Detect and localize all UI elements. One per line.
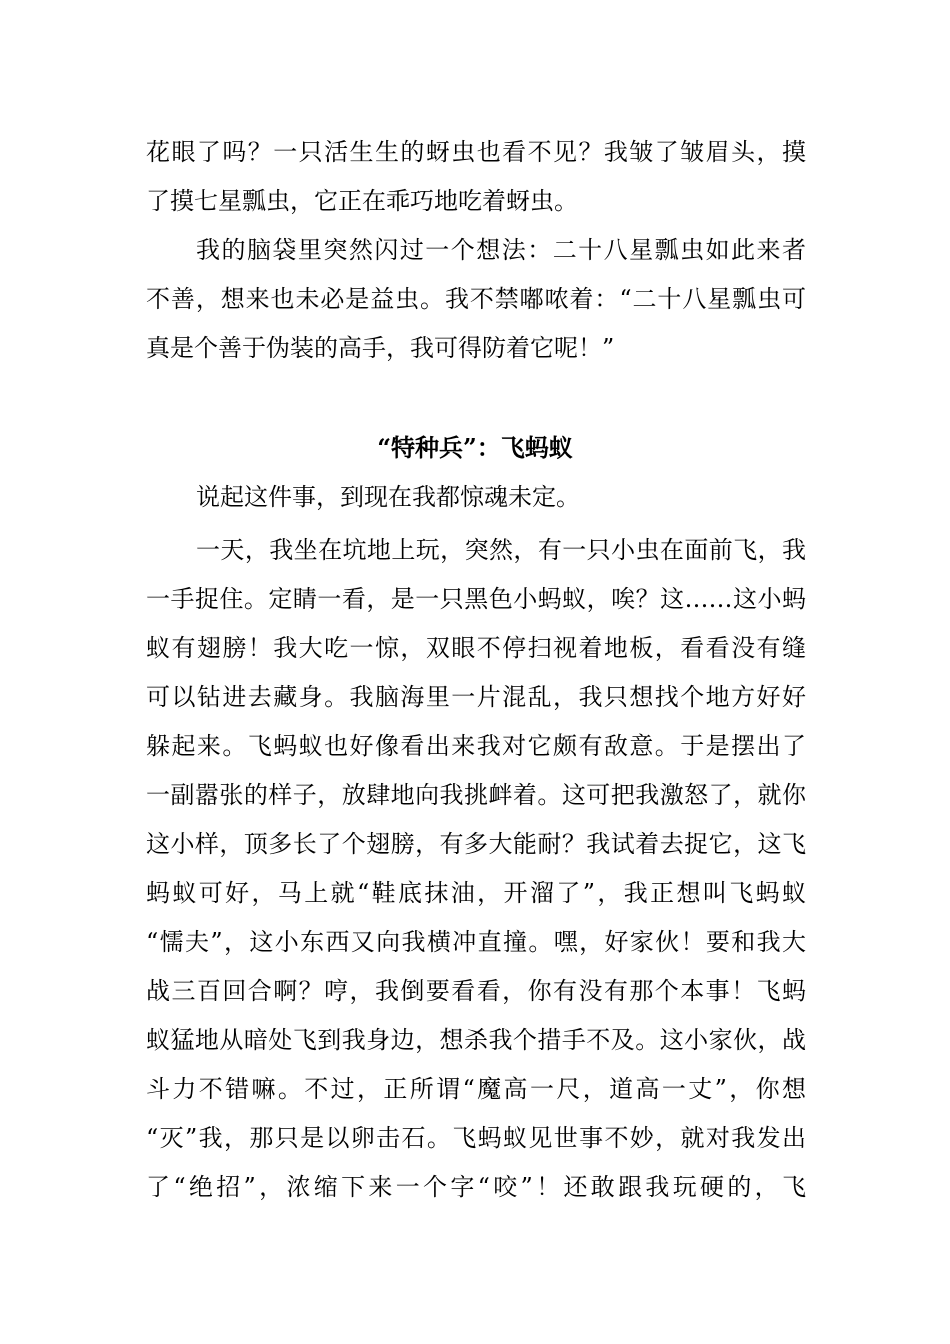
paragraph-line: 了摸七星瓢虫，它正在乖巧地吃着蚜虫。 (146, 187, 578, 215)
section-heading: “特种兵”：飞蚂蚁 (377, 433, 573, 462)
paragraph-line: 一副嚣张的样子，放肆地向我挑衅着。这可把我激怒了，就你 (146, 781, 806, 809)
paragraph-line: “懦夫”，这小东西又向我横冲直撞。嘿，好家伙！要和我大 (146, 928, 806, 956)
paragraph-line: 一天，我坐在坑地上玩，突然，有一只小虫在面前飞，我 (196, 536, 806, 564)
paragraph-line: 战三百回合啊？哼，我倒要看看，你有没有那个本事！飞蚂 (146, 977, 806, 1005)
paragraph-line: 可以钻进去藏身。我脑海里一片混乱，我只想找个地方好好 (146, 683, 806, 711)
paragraph-line: “灭”我，那只是以卵击石。飞蚂蚁见世事不妙，就对我发出 (146, 1124, 806, 1152)
paragraph-line: 说起这件事，到现在我都惊魂未定。 (196, 483, 580, 511)
paragraph-line: 真是个善于伪装的高手，我可得防着它呢！” (146, 334, 615, 362)
paragraph-line: 一手捉住。定睛一看，是一只黑色小蚂蚁，唉？这……这小蚂 (146, 585, 806, 613)
paragraph-line: 了“绝招”，浓缩下来一个字“咬”！还敢跟我玩硬的，飞 (146, 1173, 806, 1201)
paragraph-line: 不善，想来也未必是益虫。我不禁嘟哝着：“二十八星瓢虫可 (146, 285, 806, 313)
paragraph-line: 蚁有翅膀！我大吃一惊，双眼不停扫视着地板，看看没有缝 (146, 634, 806, 662)
paragraph-line: 这小样，顶多长了个翅膀，有多大能耐？我试着去捉它，这飞 (146, 830, 806, 858)
paragraph-line: 蚂蚁可好，马上就“鞋底抹油，开溜了”，我正想叫飞蚂蚁 (146, 879, 806, 907)
paragraph-line: 花眼了吗？一只活生生的蚜虫也看不见？我皱了皱眉头，摸 (146, 138, 806, 166)
paragraph-line: 斗力不错嘛。不过，正所谓“魔高一尺，道高一丈”，你想 (146, 1075, 806, 1103)
paragraph-line: 我的脑袋里突然闪过一个想法：二十八星瓢虫如此来者 (196, 236, 806, 264)
paragraph-line: 蚁猛地从暗处飞到我身边，想杀我个措手不及。这小家伙，战 (146, 1026, 806, 1054)
paragraph-line: 躲起来。飞蚂蚁也好像看出来我对它颇有敌意。于是摆出了 (146, 732, 806, 760)
